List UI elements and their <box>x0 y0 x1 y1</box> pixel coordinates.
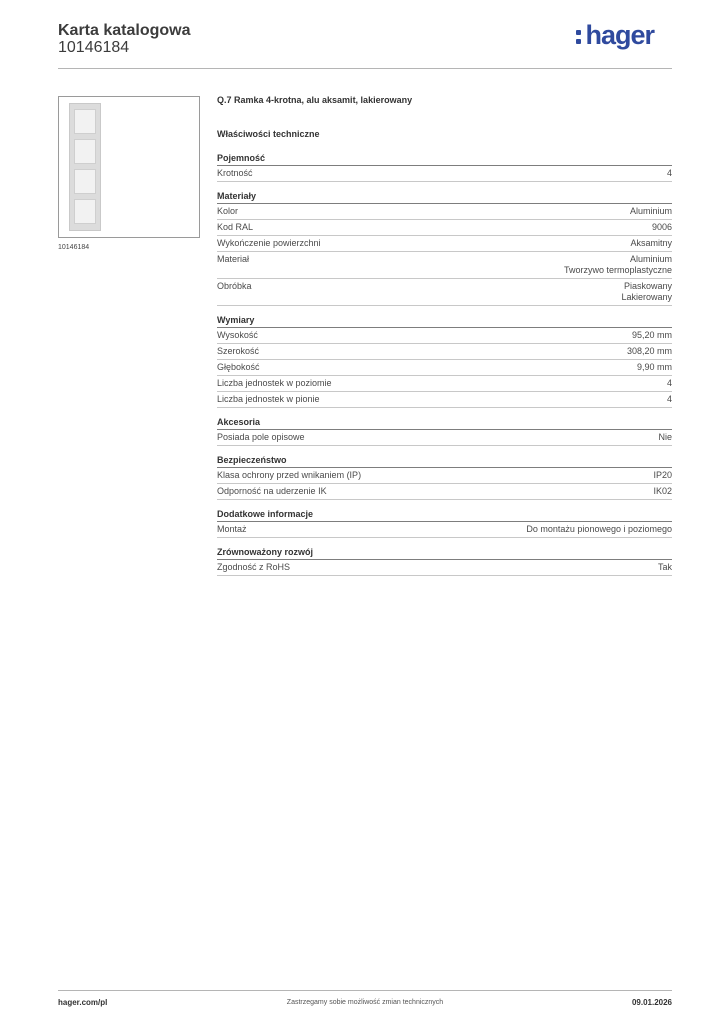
spec-value: 4 <box>666 378 672 388</box>
spec-value: 9006 <box>651 222 672 232</box>
spec-key: Klasa ochrony przed wnikaniem (IP) <box>217 470 362 480</box>
spec-key: Posiada pole opisowe <box>217 432 305 442</box>
spec-key: Odporność na uderzenie IK <box>217 486 327 496</box>
frame-opening <box>74 109 96 134</box>
footer-divider <box>58 990 672 991</box>
hager-logo <box>576 20 654 50</box>
spec-key: Liczba jednostek w pionie <box>217 394 320 404</box>
spec-row <box>217 236 672 252</box>
logo-colon-icon <box>576 26 582 46</box>
spec-key: Szerokość <box>217 346 260 356</box>
section-pojemnosc <box>217 153 672 182</box>
page-header <box>58 20 672 70</box>
spec-value: Nie <box>658 432 672 442</box>
spec-value-line: Aluminium <box>629 254 672 264</box>
spec-row <box>217 484 672 500</box>
spec-value: Aluminium <box>629 206 672 216</box>
spec-row <box>217 344 672 360</box>
spec-value: Tak <box>657 562 672 572</box>
spec-row <box>217 430 672 446</box>
frame-4-gang-illustration <box>69 103 101 231</box>
spec-row <box>217 468 672 484</box>
spec-value-line: Tworzywo termoplastyczne <box>563 265 672 275</box>
spec-key: Wykończenie powierzchni <box>217 238 321 248</box>
footer-site-link[interactable]: hager.com/pl <box>58 998 108 1007</box>
section-title: Wymiary <box>217 315 672 328</box>
section-title: Materiały <box>217 191 672 204</box>
section-bezpieczenstwo <box>217 455 672 500</box>
spec-key: Obróbka <box>217 281 252 291</box>
spec-key: Montaż <box>217 524 247 534</box>
spec-key: Wysokość <box>217 330 258 340</box>
section-wymiary <box>217 315 672 408</box>
footer-date: 09.01.2026 <box>631 998 672 1007</box>
spec-content <box>217 95 672 585</box>
product-title: Q.7 Ramka 4-krotna, alu aksamit, lakierowany <box>217 95 413 105</box>
spec-value <box>564 254 672 276</box>
spec-row <box>217 522 672 538</box>
spec-row <box>217 166 672 182</box>
frame-opening <box>74 199 96 224</box>
frame-opening <box>74 139 96 164</box>
spec-value: 4 <box>666 168 672 178</box>
section-title: Akcesoria <box>217 417 672 430</box>
frame-opening <box>74 169 96 194</box>
section-title: Dodatkowe informacje <box>217 509 672 522</box>
header-divider <box>58 68 672 69</box>
spec-row <box>217 204 672 220</box>
section-materialy <box>217 191 672 306</box>
section-dodatkowe <box>217 509 672 538</box>
spec-value: 308,20 mm <box>626 346 672 356</box>
spec-value: IK02 <box>653 486 672 496</box>
spec-key: Zgodność z RoHS <box>217 562 291 572</box>
image-caption: 10146184 <box>58 244 90 251</box>
spec-value-line: Lakierowany <box>621 292 672 302</box>
section-zrownowazony <box>217 547 672 576</box>
spec-row <box>217 279 672 306</box>
spec-value: 95,20 mm <box>631 330 672 340</box>
spec-value: 4 <box>666 394 672 404</box>
footer-disclaimer: Zastrzegamy sobie możliwość zmian technicznych <box>286 999 444 1006</box>
section-akcesoria <box>217 417 672 446</box>
spec-row <box>217 220 672 236</box>
spec-value: IP20 <box>653 470 672 480</box>
spec-value <box>621 281 672 303</box>
product-image <box>58 96 200 238</box>
spec-value: 9,90 mm <box>636 362 672 372</box>
logo-text: hager <box>585 20 654 50</box>
spec-row <box>217 360 672 376</box>
document-code: 10146184 <box>58 39 130 56</box>
technical-properties-heading: Właściwości techniczne <box>217 129 320 139</box>
spec-row <box>217 328 672 344</box>
spec-key: Kolor <box>217 206 239 216</box>
section-title: Zrównoważony rozwój <box>217 547 672 560</box>
spec-row <box>217 392 672 408</box>
spec-key: Głębokość <box>217 362 260 372</box>
spec-value-line: Piaskowany <box>623 281 672 291</box>
spec-value: Do montażu pionowego i poziomego <box>526 524 672 534</box>
spec-row <box>217 252 672 279</box>
spec-key: Liczba jednostek w poziomie <box>217 378 332 388</box>
section-title: Bezpieczeństwo <box>217 455 672 468</box>
spec-key: Krotność <box>217 168 253 178</box>
section-title: Pojemność <box>217 153 672 166</box>
spec-key: Materiał <box>217 254 250 264</box>
spec-row <box>217 560 672 576</box>
spec-row <box>217 376 672 392</box>
document-title: Karta katalogowa <box>58 22 191 39</box>
spec-key: Kod RAL <box>217 222 254 232</box>
spec-value: Aksamitny <box>630 238 672 248</box>
